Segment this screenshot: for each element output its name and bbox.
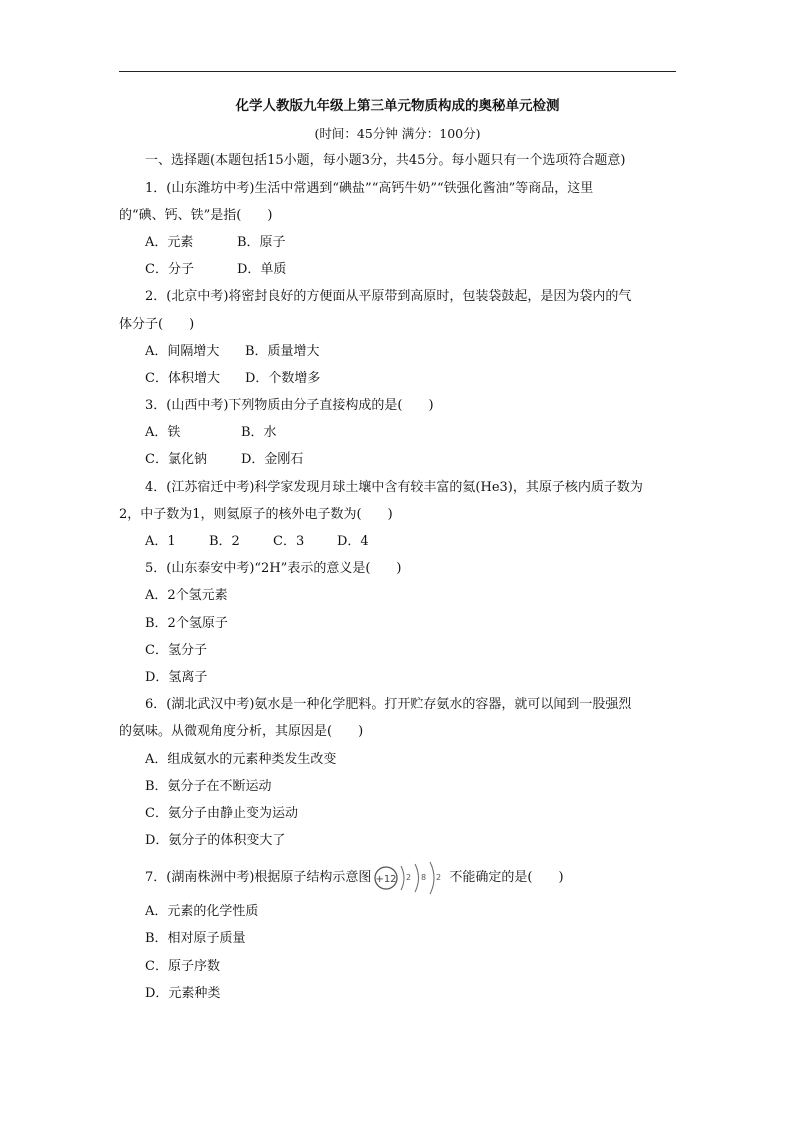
question-1 — [119, 175, 676, 284]
question-7 — [119, 858, 676, 1007]
option-b[interactable]: B．相对原子质量 — [145, 931, 246, 947]
shell-2-electrons: 8 — [421, 872, 427, 882]
option-c[interactable]: C．3 — [273, 534, 305, 549]
option-d[interactable]: D．氢离子 — [145, 669, 208, 685]
option-d[interactable]: D．元素种类 — [145, 985, 221, 1001]
option-d[interactable]: D．单质 — [237, 262, 287, 278]
option-c[interactable]: C．体积增大 — [145, 370, 220, 386]
question-7-stem-part-1: 7．(湖南株洲中考)根据原子结构示意图 — [145, 870, 372, 886]
shell-arc-2 — [415, 864, 419, 892]
option-c[interactable]: C．原子序数 — [145, 958, 220, 974]
nucleus-charge: +12 — [375, 873, 397, 885]
question-4-stem-cont: 2，中子数为1，则氦原子的核外电子数为( ) — [119, 506, 393, 522]
section-heading: 一、选择题(本题包括15小题，每小题3分，共45分。每小题只有一个选项符合题意) — [145, 153, 626, 169]
question-2-options-row-1 — [119, 338, 676, 365]
option-d[interactable]: D．氨分子的体积变大了 — [145, 833, 286, 849]
question-4-options-row — [119, 528, 676, 555]
question-7-stem-part-2: 不能确定的是( ) — [449, 870, 564, 886]
option-c[interactable]: C．氯化钠 — [145, 452, 207, 468]
question-3-stem: 3．(山西中考)下列物质由分子直接构成的是( ) — [145, 398, 434, 414]
question-1-options-row-2 — [119, 256, 676, 283]
question-6-stem-cont: 的氨味。从微观角度分析，其原因是( ) — [119, 724, 364, 740]
question-5 — [119, 555, 676, 691]
question-2-stem-cont: 体分子( ) — [119, 316, 195, 332]
shell-1-electrons: 2 — [406, 872, 412, 882]
option-b[interactable]: B．氨分子在不断运动 — [145, 778, 272, 794]
page-title: 化学人教版九年级上第三单元物质构成的奥秘单元检测 — [235, 98, 560, 114]
option-b[interactable]: B．原子 — [237, 234, 286, 250]
exam-page — [119, 93, 676, 1007]
question-6 — [119, 691, 676, 854]
question-1-stem: 1．(山东潍坊中考)生活中常遇到“碘盐”“高钙牛奶”“铁强化酱油”等商品，这里 — [145, 180, 594, 196]
option-b[interactable]: B．2 — [209, 534, 240, 549]
shell-arc-1 — [401, 866, 404, 890]
option-a[interactable]: A．2个氢元素 — [145, 588, 228, 604]
option-d[interactable]: D．金刚石 — [241, 452, 304, 468]
option-a[interactable]: A．间隔增大 — [145, 343, 220, 359]
option-a[interactable]: A．元素 — [145, 234, 194, 250]
question-1-options-row-1 — [119, 229, 676, 256]
shell-3-electrons: 2 — [436, 872, 442, 882]
atom-structure-svg — [373, 860, 447, 896]
page-subtitle: (时间：45分钟 满分：100分) — [314, 126, 481, 142]
option-c[interactable]: C．氨分子由静止变为运动 — [145, 805, 298, 821]
question-6-stem: 6．(湖北武汉中考)氨水是一种化学肥料。打开贮存氨水的容器，就可以闻到一股强烈 — [145, 697, 632, 713]
question-3-options-row-1 — [119, 419, 676, 446]
question-1-stem-cont: 的“碘、钙、铁”是指( ) — [119, 207, 273, 223]
atom-structure-diagram — [373, 860, 447, 896]
option-a[interactable]: A．组成氨水的元素种类发生改变 — [145, 751, 337, 767]
question-2 — [119, 283, 676, 392]
question-2-options-row-2 — [119, 365, 676, 392]
question-2-stem: 2．(北京中考)将密封良好的方便面从平原带到高原时，包装袋鼓起，是因为袋内的气 — [145, 289, 632, 305]
header-rule — [119, 71, 676, 72]
question-7-stem — [119, 858, 676, 898]
option-b[interactable]: B．质量增大 — [245, 343, 320, 359]
question-4-stem: 4．(江苏宿迁中考)科学家发现月球土壤中含有较丰富的氦(He3)，其原子核内质子数为 — [145, 479, 643, 495]
option-d[interactable]: D．4 — [337, 534, 369, 549]
question-4 — [119, 474, 676, 556]
question-5-stem: 5．(山东泰安中考)“2H”表示的意义是( ) — [145, 561, 402, 577]
option-b[interactable]: B．水 — [241, 425, 277, 441]
option-a[interactable]: A．铁 — [145, 425, 181, 441]
question-3 — [119, 392, 676, 474]
option-d[interactable]: D．个数增多 — [245, 370, 321, 386]
option-a[interactable]: A．1 — [145, 534, 176, 549]
option-a[interactable]: A．元素的化学性质 — [145, 904, 259, 920]
shell-arc-3 — [430, 862, 434, 894]
option-b[interactable]: B．2个氢原子 — [145, 615, 228, 631]
question-3-options-row-2 — [119, 446, 676, 473]
option-c[interactable]: C．分子 — [145, 262, 194, 278]
option-c[interactable]: C．氢分子 — [145, 642, 207, 658]
